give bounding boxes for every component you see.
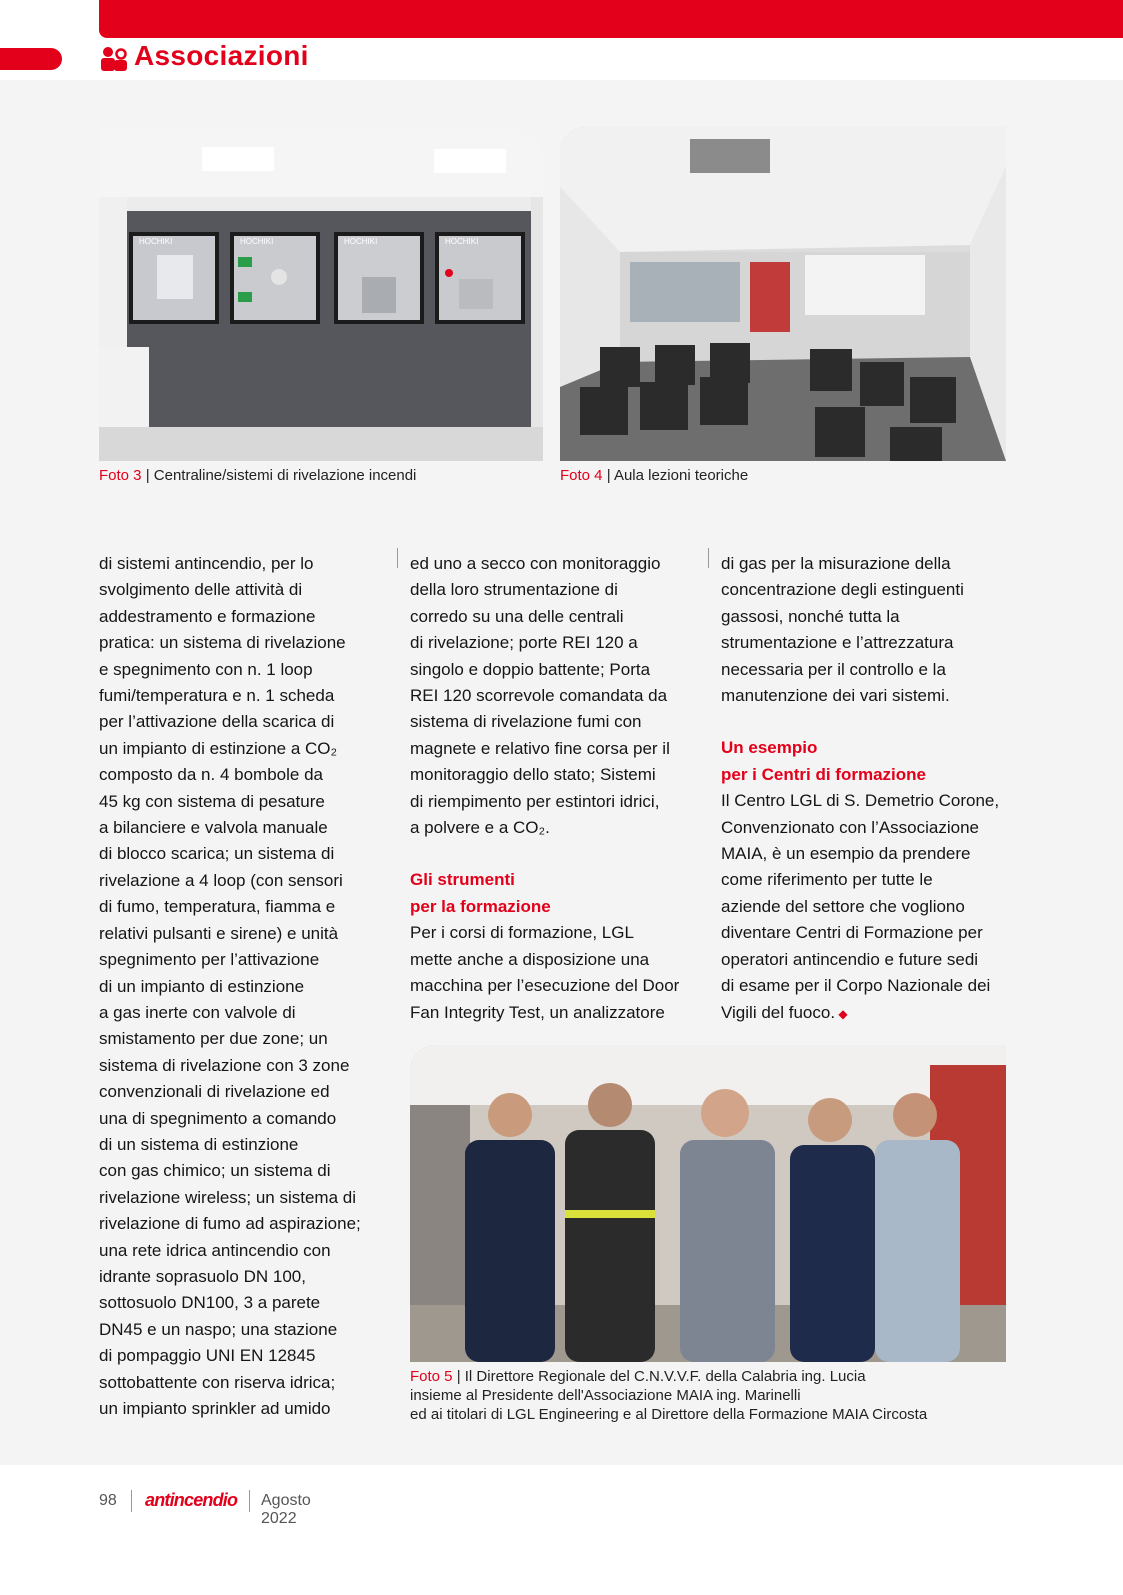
text-line: di rivelazione; porte REI 120 a	[410, 633, 638, 653]
text-line: strumentazione e l’attrezzatura	[721, 633, 954, 653]
text-line: a gas inerte con valvole di	[99, 1002, 296, 1022]
subheading-strumenti	[410, 867, 700, 920]
text-line: sottobattente con riserva idrica;	[99, 1372, 336, 1392]
photo-group	[410, 1045, 1006, 1362]
text-line: Il Centro LGL di S. Demetrio Corone,	[721, 791, 1000, 811]
text-line: aziende del settore che vogliono	[721, 896, 965, 916]
text-column-1	[99, 551, 389, 1422]
photo-classroom	[560, 127, 1006, 461]
end-mark-icon: ◆	[835, 1006, 848, 1021]
text-line: come riferimento per tutte le	[721, 870, 933, 890]
column-divider	[708, 548, 709, 568]
caption-label: Foto 5	[410, 1368, 453, 1385]
text-line: di esame per il Corpo Nazionale dei	[721, 976, 991, 996]
footer-divider	[249, 1490, 250, 1512]
text-line: pratica: un sistema di rivelazione	[99, 633, 346, 653]
text-line: monitoraggio dello stato; Sistemi	[410, 765, 656, 785]
text-line: di gas per la misurazione della	[721, 554, 951, 573]
text-line: manutenzione dei vari sistemi.	[721, 686, 950, 706]
text-line: una rete idrica antincendio con	[99, 1240, 331, 1260]
subheading-line: Un esempio	[721, 738, 818, 758]
text-line: sistema di rivelazione fumi con	[410, 712, 642, 732]
text-line: di pompaggio UNI EN 12845	[99, 1346, 316, 1366]
panel-brand-1: HOCHIKI	[139, 237, 173, 246]
text-line: REI 120 scorrevole comandata da	[410, 686, 668, 706]
caption-label: Foto 4	[560, 467, 603, 484]
caption-label: Foto 3	[99, 467, 142, 484]
panel-brand-2: HOCHIKI	[240, 237, 274, 246]
text-line: Convenzionato con l’Associazione	[721, 817, 979, 837]
text-line: smistamento per due zone; un	[99, 1029, 328, 1049]
caption-photo-5: Foto 5 | Il Direttore Regionale del C.N.V.V.F. della Calabria ing. Lucia insieme al Presidente dell'Associazione MAIA ing. Marinelli ed ai titolari di LGL Engineering e al Direttore della Formazione MAIA Circosta	[410, 1368, 928, 1423]
top-red-bar	[99, 0, 1123, 38]
text-line: necessaria per il controllo e la	[721, 659, 946, 679]
text-line: per l’attivazione della scarica di	[99, 712, 335, 732]
text-line: a polvere e a CO₂.	[410, 818, 550, 838]
text-line: MAIA, è un esempio da prendere	[721, 844, 971, 864]
text-line: di fumo, temperatura, fiamma e	[99, 897, 336, 917]
text-line: gassosi, nonché tutta la	[721, 606, 900, 626]
column-divider	[397, 548, 398, 568]
left-red-tab	[0, 48, 62, 70]
subheading-line: per i Centri di formazione	[721, 764, 926, 784]
text-line: corredo su una delle centrali	[410, 606, 624, 626]
caption-photo-3: Foto 3 | Centraline/sistemi di rivelazione incendi	[99, 467, 417, 484]
panel-brand-3: HOCHIKI	[344, 237, 378, 246]
text-line: DN45 e un naspo; una stazione	[99, 1319, 338, 1339]
text-line: operatori antincendio e future sedi	[721, 949, 979, 969]
text-line: Fan Integrity Test, un analizzatore	[410, 1002, 665, 1022]
text-line: con gas chimico; un sistema di	[99, 1161, 331, 1181]
text-line: relativi pulsanti e sirene) e unità	[99, 923, 339, 943]
caption-line-3: ed ai titolari di LGL Engineering e al Direttore della Formazione MAIA Circosta	[410, 1406, 928, 1423]
text-line: Per i corsi di formazione, LGL	[410, 923, 634, 943]
text-line: sistema di rivelazione con 3 zone	[99, 1055, 350, 1075]
caption-line-2: insieme al Presidente dell'Associazione MAIA ing. Marinelli	[410, 1387, 801, 1404]
text-line: di riempimento per estintori idrici,	[410, 791, 660, 811]
text-line: magnete e relativo fine corsa per il	[410, 738, 670, 758]
caption-photo-4: Foto 4 | Aula lezioni teoriche	[560, 467, 749, 484]
text-line: a bilanciere e valvola manuale	[99, 818, 328, 838]
caption-line-1: Il Direttore Regionale del C.N.V.V.F. della Calabria ing. Lucia	[464, 1368, 866, 1385]
panel-brand-4: HOCHIKI	[445, 237, 479, 246]
text-line: di un sistema di estinzione	[99, 1134, 299, 1154]
text-line: macchina per l’esecuzione del Door	[410, 976, 680, 996]
page-number: 98	[99, 1492, 117, 1509]
subheading-line: Gli strumenti	[410, 870, 515, 890]
caption-text: Aula lezioni teoriche	[613, 467, 749, 484]
text-line: e spegnimento con n. 1 loop	[99, 659, 313, 679]
text-line: singolo e doppio battente; Porta	[410, 659, 651, 679]
subheading-line: per la formazione	[410, 896, 551, 916]
text-line: di un impianto di estinzione	[99, 976, 305, 996]
text-line: 45 kg con sistema di pesature	[99, 791, 325, 811]
text-line: di sistemi antincendio, per lo	[99, 554, 314, 573]
people-icon	[99, 46, 129, 72]
text-line: rivelazione wireless; un sistema di	[99, 1187, 356, 1207]
magazine-logo: antincendio	[145, 1490, 238, 1510]
photo-fire-panels	[99, 127, 543, 461]
text-line: rivelazione a 4 loop (con sensori	[99, 870, 343, 890]
text-line: convenzionali di rivelazione ed	[99, 1082, 330, 1102]
text-column-3	[721, 551, 1011, 1027]
caption-text: Centraline/sistemi di rivelazione incendi	[153, 467, 417, 484]
text-line: un impianto di estinzione a CO₂	[99, 738, 338, 758]
text-line: rivelazione di fumo ad aspirazione;	[99, 1214, 361, 1234]
text-line: concentrazione degli estinguenti	[721, 580, 964, 600]
issue-date: Agosto 2022	[261, 1492, 311, 1527]
text-line: spegnimento per l’attivazione	[99, 950, 320, 970]
text-line: svolgimento delle attività di	[99, 580, 303, 600]
text-line: idrante soprasuolo DN 100,	[99, 1266, 306, 1286]
subheading-esempio	[721, 735, 1011, 788]
text-line: diventare Centri di Formazione per	[721, 923, 983, 943]
text-line: di blocco scarica; un sistema di	[99, 844, 335, 864]
text-line: sottosuolo DN100, 3 a parete	[99, 1293, 321, 1313]
section-title: Associazioni	[134, 40, 309, 71]
text-line: una di spegnimento a comando	[99, 1108, 337, 1128]
footer-divider	[131, 1490, 132, 1512]
text-line: mette anche a disposizione una	[410, 949, 650, 969]
text-line: composto da n. 4 bombole da	[99, 765, 323, 785]
text-line: della loro strumentazione di	[410, 580, 618, 600]
text-column-2	[410, 551, 700, 1026]
text-line: addestramento e formazione	[99, 606, 316, 626]
text-line: fumi/temperatura e n. 1 scheda	[99, 686, 335, 706]
text-line: un impianto sprinkler ad umido	[99, 1399, 331, 1418]
text-line: Vigili del fuoco. ◆	[721, 1002, 848, 1022]
text-line: ed uno a secco con monitoraggio	[410, 554, 661, 573]
